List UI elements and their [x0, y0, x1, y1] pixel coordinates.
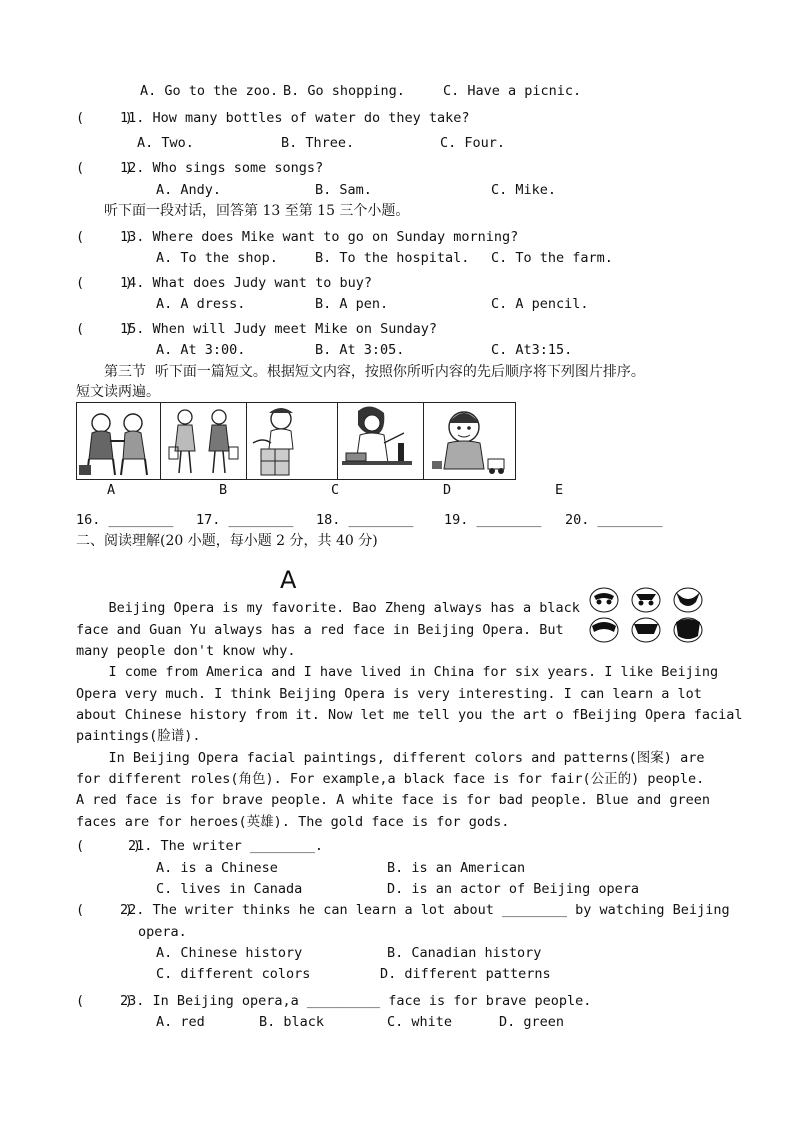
passage-line: face and Guan Yu always has a red face in Beijing Opera. But [76, 622, 564, 638]
answer-blank-19[interactable]: 19. ________ [444, 512, 542, 528]
option-c: C. lives in Canada [156, 881, 303, 897]
option-a: A. Andy. [156, 182, 222, 198]
option-b: B. Canadian history [387, 945, 542, 961]
option-a: A. is a Chinese [156, 860, 278, 876]
option-c: C. Have a picnic. [443, 83, 582, 99]
option-c: C. white [387, 1014, 453, 1030]
passage-line: In Beijing Opera facial paintings, different colors and patterns(图案) are [76, 750, 705, 766]
answer-blank-17[interactable]: 17. ________ [196, 512, 294, 528]
option-c: C. To the farm. [491, 250, 613, 266]
passage-line: many people don't know why. [76, 643, 296, 659]
opera-masks-image [586, 586, 708, 646]
question-21: 21. The writer ________. [128, 838, 324, 854]
option-c: C. different colors [156, 966, 311, 982]
answer-blank-16[interactable]: 16. ________ [76, 512, 174, 528]
option-d: D. green [499, 1014, 565, 1030]
option-b: B. At 3:05. [315, 342, 405, 358]
question-23: 23. In Beijing opera,a _________ face is for brave people. [120, 993, 592, 1009]
picture-label-a: A [107, 482, 116, 498]
answer-paren[interactable]: ( ) [76, 275, 133, 291]
option-a: A. A dress. [156, 296, 246, 312]
passage-line: Beijing Opera is my favorite. Bao Zheng always has a black [76, 600, 580, 616]
answer-paren[interactable]: ( ) [76, 110, 133, 126]
answer-paren[interactable]: ( ) [76, 229, 133, 245]
answer-paren[interactable]: ( ) [76, 838, 142, 854]
picture-label-c: C [331, 482, 340, 498]
passage-line: faces are for heroes(英雄). The gold face is for gods. [76, 814, 510, 830]
option-a: A. Chinese history [156, 945, 303, 961]
picture-shopping [161, 403, 247, 479]
option-b: B. black [259, 1014, 325, 1030]
answer-paren[interactable]: ( ) [76, 160, 133, 176]
question-12: 12. Who sings some songs? [120, 160, 324, 176]
option-a: A. Go to the zoo. [140, 83, 279, 99]
question-13: 13. Where does Mike want to go on Sunday morning? [120, 229, 519, 245]
option-a: A. Two. [137, 135, 194, 151]
passage-line: for different roles(角色). For example,a black face is for fair(公正的) people. [76, 771, 705, 787]
option-b: B. Three. [281, 135, 355, 151]
passage-line: Opera very much. I think Beijing Opera is very interesting. I can learn a lot [76, 686, 702, 702]
option-c: C. Four. [440, 135, 506, 151]
picture-woman-cooking [338, 403, 424, 479]
option-b: B. To the hospital. [315, 250, 470, 266]
question-14: 14. What does Judy want to buy? [120, 275, 372, 291]
picture-strip [76, 402, 516, 480]
option-b: B. Go shopping. [283, 83, 405, 99]
question-15: 15. When will Judy meet Mike on Sunday? [120, 321, 437, 337]
section3-instruction: 第三节 听下面一篇短文。根据短文内容，按照你所听内容的先后顺序将下列图片排序。 [104, 364, 645, 380]
question-11: 11. How many bottles of water do they take? [120, 110, 470, 126]
passage-line: paintings(脸谱). [76, 728, 201, 744]
picture-boy-with-gifts [247, 403, 337, 479]
question-22: 22. The writer thinks he can learn a lot about ________ by watching Beijing [120, 902, 730, 918]
section-heading: 二、阅读理解(20 小题，每小题 2 分，共 40 分) [76, 533, 378, 549]
option-d: D. different patterns [380, 966, 551, 982]
picture-boy-with-toys [424, 403, 515, 479]
answer-blank-20[interactable]: 20. ________ [565, 512, 663, 528]
option-a: A. red [156, 1014, 205, 1030]
picture-handshake [77, 403, 161, 479]
option-b: B. A pen. [315, 296, 389, 312]
dialog-instruction: 听下面一段对话，回答第 13 至第 15 三个小题。 [104, 203, 410, 219]
picture-label-e: E [555, 482, 564, 498]
option-a: A. To the shop. [156, 250, 278, 266]
option-b: B. is an American [387, 860, 526, 876]
option-c: C. At3:15. [491, 342, 573, 358]
option-a: A. At 3:00. [156, 342, 246, 358]
option-b: B. Sam. [315, 182, 372, 198]
picture-label-b: B [219, 482, 228, 498]
section3-instruction-cont: 短文读两遍。 [76, 384, 160, 400]
option-c: C. Mike. [491, 182, 557, 198]
answer-paren[interactable]: ( ) [76, 321, 133, 337]
option-d: D. is an actor of Beijing opera [387, 881, 639, 897]
passage-line: A red face is for brave people. A white face is for bad people. Blue and green [76, 792, 710, 808]
passage-line: about Chinese history from it. Now let me tell you the art o fBeijing Opera facial [76, 707, 743, 723]
answer-paren[interactable]: ( ) [76, 902, 133, 918]
answer-paren[interactable]: ( ) [76, 993, 133, 1009]
option-c: C. A pencil. [491, 296, 589, 312]
passage-title: A [280, 566, 297, 594]
passage-line: I come from America and I have lived in China for six years. I like Beijing [76, 664, 719, 680]
picture-label-d: D [443, 482, 452, 498]
answer-blank-18[interactable]: 18. ________ [316, 512, 414, 528]
question-22-cont: opera. [138, 924, 187, 940]
